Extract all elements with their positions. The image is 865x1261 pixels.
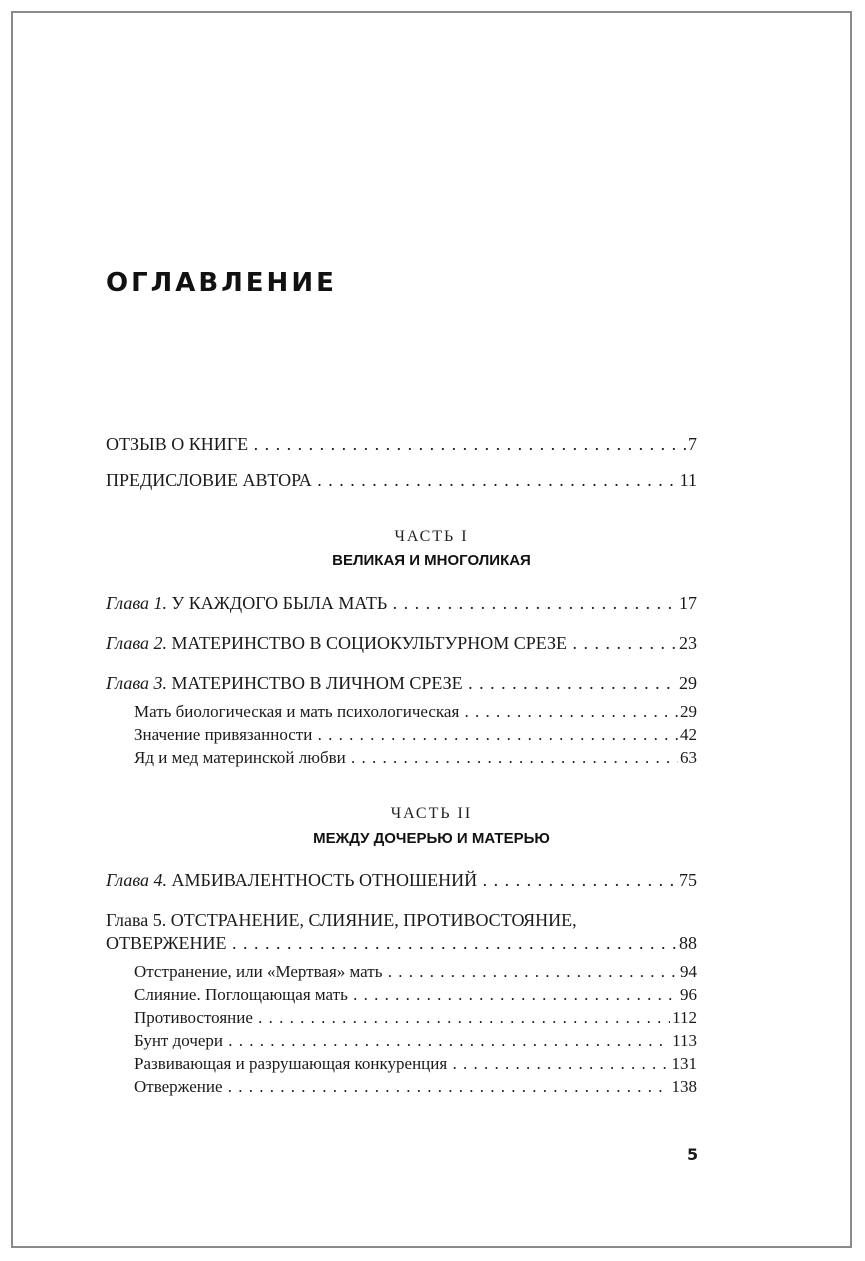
section-page: 96 xyxy=(680,985,697,1004)
section-title: Яд и мед материнской любви . . . xyxy=(134,747,678,769)
part-label: ЧАСТЬ II xyxy=(390,805,473,822)
section-page: 138 xyxy=(671,1077,697,1096)
toc-entry-page: 7 xyxy=(688,434,697,454)
chapter-page: 75 xyxy=(679,870,697,890)
chapter-title: ОТСТРАНЕНИЕ, СЛИЯНИЕ, ПРОТИВОСТОЯНИЕ, xyxy=(170,910,577,930)
part-label: ЧАСТЬ I xyxy=(394,528,469,545)
toc-chapter-line1 xyxy=(106,909,697,931)
book-page xyxy=(11,11,852,1248)
part-title: ВЕЛИКАЯ И МНОГОЛИКАЯ xyxy=(332,552,531,569)
toc-chapter xyxy=(106,592,697,614)
toc-chapter xyxy=(106,672,697,694)
chapter-number: Глава 2. xyxy=(106,633,168,653)
section-page: 42 xyxy=(680,725,697,744)
toc-section xyxy=(134,747,697,769)
chapter-title: МАТЕРИНСТВО В СОЦИОКУЛЬТУРНОМ СРЕЗЕ xyxy=(171,633,568,653)
section-title: Слияние. Поглощающая мать . . . xyxy=(134,984,678,1006)
toc-entry xyxy=(106,433,697,455)
section-page: 131 xyxy=(671,1054,697,1073)
section-page: 113 xyxy=(672,1031,697,1050)
toc-section xyxy=(134,1007,697,1029)
section-page: 94 xyxy=(680,962,697,981)
chapter-page: 88 xyxy=(679,933,697,953)
part-title: МЕЖДУ ДОЧЕРЬЮ И МАТЕРЬЮ xyxy=(313,830,550,847)
page-title: ОГЛАВЛЕНИЕ xyxy=(106,268,337,298)
toc-chapter xyxy=(106,632,697,654)
section-title: Бунт дочери . . . xyxy=(134,1030,670,1052)
toc-chapter xyxy=(106,869,697,891)
chapter-title: МАТЕРИНСТВО В ЛИЧНОМ СРЕЗЕ xyxy=(171,673,463,693)
section-title: Значение привязанности . . . xyxy=(134,724,678,746)
toc-section xyxy=(134,1053,697,1075)
toc-section xyxy=(134,984,697,1006)
toc-section xyxy=(134,1076,697,1098)
section-page: 29 xyxy=(680,702,697,721)
toc-entry-title: ПРЕДИСЛОВИЕ АВТОРА . . . xyxy=(106,469,678,491)
toc-entry-page: 11 xyxy=(679,470,697,490)
section-title: Отстранение, или «Мертвая» мать . . . xyxy=(134,961,678,983)
chapter-number: Глава 5. xyxy=(106,910,167,930)
chapter-page: 17 xyxy=(679,593,697,613)
toc-entry xyxy=(106,469,697,491)
chapter-number: Глава 4. xyxy=(106,870,168,890)
toc-entry-title: ОТЗЫВ О КНИГЕ . . . xyxy=(106,433,686,455)
chapter-number: Глава 3. xyxy=(106,673,168,693)
chapter-title: АМБИВАЛЕНТНОСТЬ ОТНОШЕНИЙ xyxy=(171,870,478,890)
section-title: Противостояние . . . xyxy=(134,1007,670,1029)
toc-section xyxy=(134,701,697,723)
page-number: 5 xyxy=(687,1145,699,1164)
toc-section xyxy=(134,961,697,983)
toc-chapter-line2 xyxy=(106,932,697,954)
chapter-page: 23 xyxy=(679,633,697,653)
section-page: 63 xyxy=(680,748,697,767)
section-title: Отвержение . . . xyxy=(134,1076,670,1098)
toc-section xyxy=(134,1030,697,1052)
chapter-page: 29 xyxy=(679,673,697,693)
section-page: 112 xyxy=(672,1008,697,1027)
section-title: Развивающая и разрушающая конкуренция . . . xyxy=(134,1053,670,1075)
chapter-title-cont: ОТВЕРЖЕНИЕ . . . xyxy=(106,932,677,954)
chapter-title: У КАЖДОГО БЫЛА МАТЬ xyxy=(171,593,388,613)
chapter-number: Глава 1. xyxy=(106,593,168,613)
toc-section xyxy=(134,724,697,746)
section-title: Мать биологическая и мать психологическая . . . xyxy=(134,701,678,723)
